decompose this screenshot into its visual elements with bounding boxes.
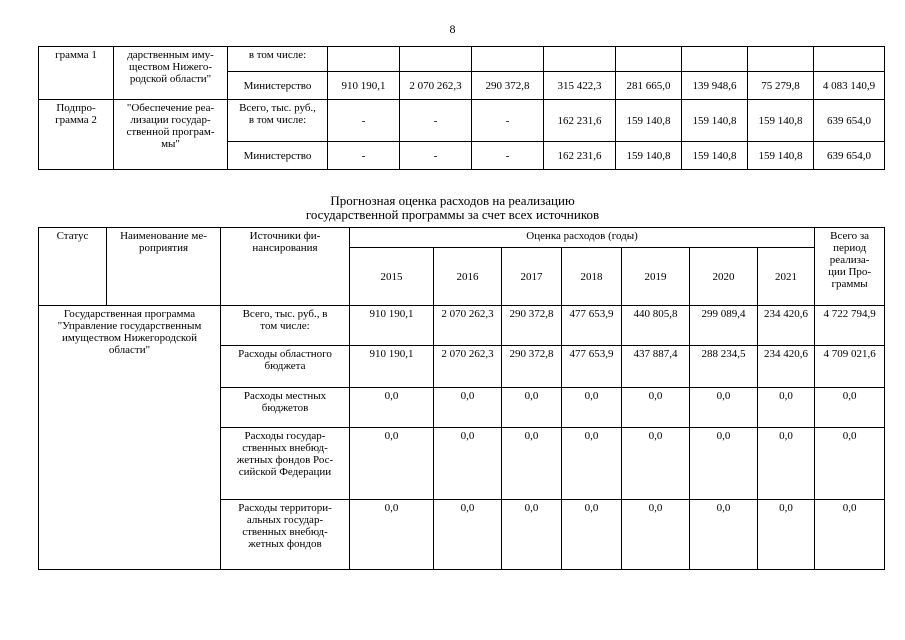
row-status: грамма 1 (39, 47, 114, 100)
value-cell: 0,0 (434, 388, 502, 428)
value-cell: 234 420,6 (758, 346, 815, 388)
value-cell: 0,0 (758, 428, 815, 500)
value-cell: 910 190,1 (350, 306, 434, 346)
value-cell: 162 231,6 (544, 142, 616, 170)
value-cell: 0,0 (502, 500, 562, 570)
value-cell (400, 47, 472, 72)
value-cell: - (472, 100, 544, 142)
row-source: Расходы областного бюджета (221, 346, 350, 388)
value-cell: 910 190,1 (328, 72, 400, 100)
value-cell: - (400, 142, 472, 170)
year-header-2021: 2021 (758, 248, 815, 306)
row-source: Расходы территори- альных государ- ственных внебюд- жетных фондов (221, 500, 350, 570)
row-source: Расходы государ- ственных внебюд- жетных фондов Рос- сийской Федерации (221, 428, 350, 500)
value-cell: 0,0 (622, 500, 690, 570)
value-cell: 4 709 021,6 (815, 346, 885, 388)
value-cell: 162 231,6 (544, 100, 616, 142)
value-cell (682, 47, 748, 72)
value-cell (616, 47, 682, 72)
row-name: "Обеспечение реа- лизации государ- ственной програм- мы" (114, 100, 228, 170)
value-cell: 0,0 (690, 500, 758, 570)
value-cell: 139 948,6 (682, 72, 748, 100)
value-cell: 0,0 (758, 500, 815, 570)
row-status: Подпро- грамма 2 (39, 100, 114, 170)
value-cell: - (328, 100, 400, 142)
year-header-2020: 2020 (690, 248, 758, 306)
value-cell: 0,0 (434, 500, 502, 570)
year-header-2019: 2019 (622, 248, 690, 306)
value-cell: 159 140,8 (616, 100, 682, 142)
value-cell: 0,0 (350, 428, 434, 500)
value-cell: 0,0 (350, 500, 434, 570)
value-cell: 290 372,8 (502, 306, 562, 346)
value-cell: 2 070 262,3 (434, 346, 502, 388)
section-title-line-2: государственной программы за счет всех источников (305, 207, 600, 222)
value-cell: 290 372,8 (472, 72, 544, 100)
value-cell: 159 140,8 (682, 142, 748, 170)
value-cell: 0,0 (434, 428, 502, 500)
header-row (39, 228, 885, 248)
value-cell: 2 070 262,3 (400, 72, 472, 100)
row-source: в том числе: (228, 47, 328, 72)
row-source: Министерство (228, 72, 328, 100)
value-cell: 477 653,9 (562, 306, 622, 346)
value-cell: 0,0 (562, 428, 622, 500)
value-cell: 0,0 (758, 388, 815, 428)
value-cell: 0,0 (815, 500, 885, 570)
row-source: Расходы местных бюджетов (221, 388, 350, 428)
value-cell: 75 279,8 (748, 72, 814, 100)
col-header-total: Всего за период реализа- ции Про- граммы (815, 228, 885, 306)
value-cell: 288 234,5 (690, 346, 758, 388)
value-cell: 0,0 (562, 388, 622, 428)
table-row (39, 100, 885, 142)
value-cell: 299 089,4 (690, 306, 758, 346)
value-cell: 0,0 (690, 428, 758, 500)
col-header-estimate: Оценка расходов (годы) (350, 228, 815, 248)
table-row (39, 47, 885, 72)
value-cell: 290 372,8 (502, 346, 562, 388)
value-cell: 437 887,4 (622, 346, 690, 388)
value-cell: - (400, 100, 472, 142)
page-number: 8 (449, 22, 456, 36)
row-source: Министерство (228, 142, 328, 170)
value-cell: - (472, 142, 544, 170)
year-header-2015: 2015 (350, 248, 434, 306)
value-cell: 477 653,9 (562, 346, 622, 388)
table-row (39, 306, 885, 346)
value-cell: 0,0 (622, 388, 690, 428)
value-cell: 910 190,1 (350, 346, 434, 388)
col-header-source: Источники фи- нансирования (221, 228, 350, 306)
row-name: дарственным иму- ществом Нижего- родской области" (114, 47, 228, 100)
value-cell (328, 47, 400, 72)
value-cell: 0,0 (815, 388, 885, 428)
value-cell: 159 140,8 (682, 100, 748, 142)
value-cell: 315 422,3 (544, 72, 616, 100)
program-name: Государственная программа "Управление государственным имуществом Нижегородской области" (39, 306, 221, 570)
col-header-status: Статус (39, 228, 107, 306)
value-cell: 0,0 (502, 428, 562, 500)
value-cell: 2 070 262,3 (434, 306, 502, 346)
value-cell: 0,0 (815, 428, 885, 500)
value-cell: 0,0 (562, 500, 622, 570)
expense-forecast-table (38, 227, 885, 570)
year-header-2018: 2018 (562, 248, 622, 306)
value-cell: 440 805,8 (622, 306, 690, 346)
row-source: Всего, тыс. руб., в том числе: (221, 306, 350, 346)
value-cell (814, 47, 885, 72)
value-cell: 159 140,8 (748, 142, 814, 170)
value-cell: - (328, 142, 400, 170)
col-header-name: Наименование ме- роприятия (107, 228, 221, 306)
value-cell (544, 47, 616, 72)
value-cell: 281 665,0 (616, 72, 682, 100)
value-cell: 0,0 (622, 428, 690, 500)
value-cell: 4 083 140,9 (814, 72, 885, 100)
value-cell: 4 722 794,9 (815, 306, 885, 346)
year-header-2016: 2016 (434, 248, 502, 306)
value-cell (472, 47, 544, 72)
year-header-2017: 2017 (502, 248, 562, 306)
value-cell: 639 654,0 (814, 142, 885, 170)
value-cell: 159 140,8 (748, 100, 814, 142)
row-source: Всего, тыс. руб., в том числе: (228, 100, 328, 142)
value-cell: 234 420,6 (758, 306, 815, 346)
section-title-line-1: Прогнозная оценка расходов на реализацию (330, 193, 575, 208)
value-cell (748, 47, 814, 72)
budget-table-continuation (38, 46, 885, 170)
value-cell: 639 654,0 (814, 100, 885, 142)
value-cell: 0,0 (690, 388, 758, 428)
value-cell: 0,0 (350, 388, 434, 428)
value-cell: 159 140,8 (616, 142, 682, 170)
value-cell: 0,0 (502, 388, 562, 428)
